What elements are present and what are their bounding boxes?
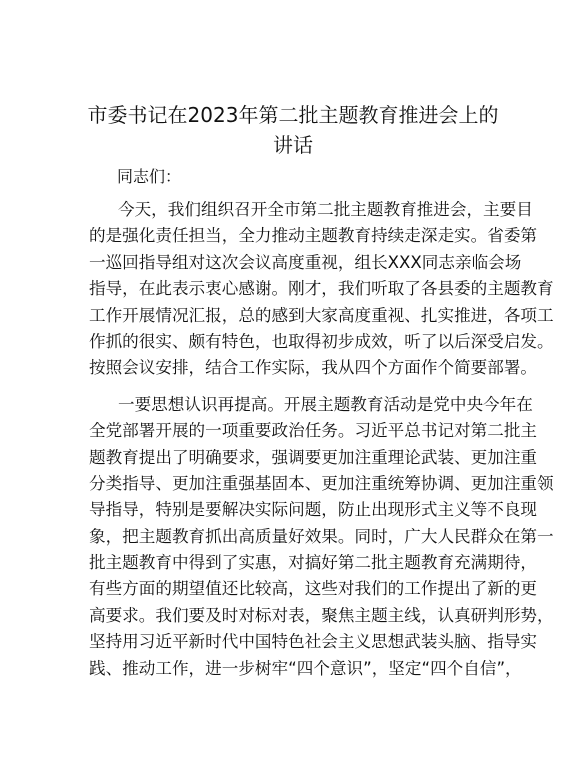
document-title	[60, 100, 526, 160]
paragraph-2-line-2: 全党部署开展的一项重要政治任务。习近平总书记对第二批主	[89, 421, 538, 441]
paragraph-1-line-6: 作抓的很实、颇有特色，也取得初步成效，听了以后深受启发。	[89, 331, 554, 351]
paragraph-1-line-7: 按照会议安排，结合工作实际，我从四个方面作个简要部署。	[89, 358, 538, 378]
title-line-2: 讲话	[273, 133, 313, 157]
paragraph-2-line-5: 导指导，特别是要解决实际问题，防止出现形式主义等不良现	[89, 500, 538, 520]
paragraph-1-line-2: 的是强化责任担当，全力推动主题教育持续走深走实。省委第	[89, 226, 538, 246]
paragraph-2-line-9: 高要求。我们要及时对标对表，聚焦主题主线，认真研判形势，	[89, 605, 554, 625]
paragraph-1-line-3: 一巡回指导组对这次会议高度重视，组长XXX同志亲临会场	[89, 252, 522, 272]
paragraph-2-line-4: 分类指导、更加注重强基固本、更加注重统筹协调、更加注重领	[89, 473, 554, 493]
paragraph-2-line-11: 践、推动工作，进一步树牢“四个意识”，坚定“四个自信”，	[89, 658, 522, 678]
salutation: 同志们：	[117, 167, 182, 186]
paragraph-2-line-1: 一要思想认识再提高。开展主题教育活动是党中央今年在	[118, 394, 533, 414]
paragraph-2-line-6: 象，把主题教育抓出高质量好效果。同时，广大人民群众在第一	[89, 526, 554, 546]
paragraph-2-line-3: 题教育提出了明确要求，强调要更加注重理论武装、更加注重	[89, 447, 538, 467]
paragraph-gap	[89, 382, 509, 392]
title-line-1: 市委书记在2023年第二批主题教育推进会上的	[87, 103, 499, 127]
paragraph-1-line-4: 指导，在此表示衷心感谢。刚才，我们听取了各县委的主题教育	[89, 279, 554, 299]
paragraph-2-line-8: 有些方面的期望值还比较高，这些对我们的工作提出了新的更	[89, 579, 538, 599]
body-text	[89, 197, 554, 682]
paragraph-1-line-1: 今天，我们组织召开全市第二批主题教育推进会，主要目	[118, 200, 533, 219]
paragraph-2-line-10: 坚持用习近平新时代中国特色社会主义思想武装头脑、指导实	[89, 632, 538, 652]
paragraph-1-line-5: 工作开展情况汇报，总的感到大家高度重视、扎实推进，各项工	[89, 305, 554, 325]
paragraph-2-line-7: 批主题教育中得到了实惠，对搞好第二批主题教育充满期待，	[89, 553, 538, 573]
